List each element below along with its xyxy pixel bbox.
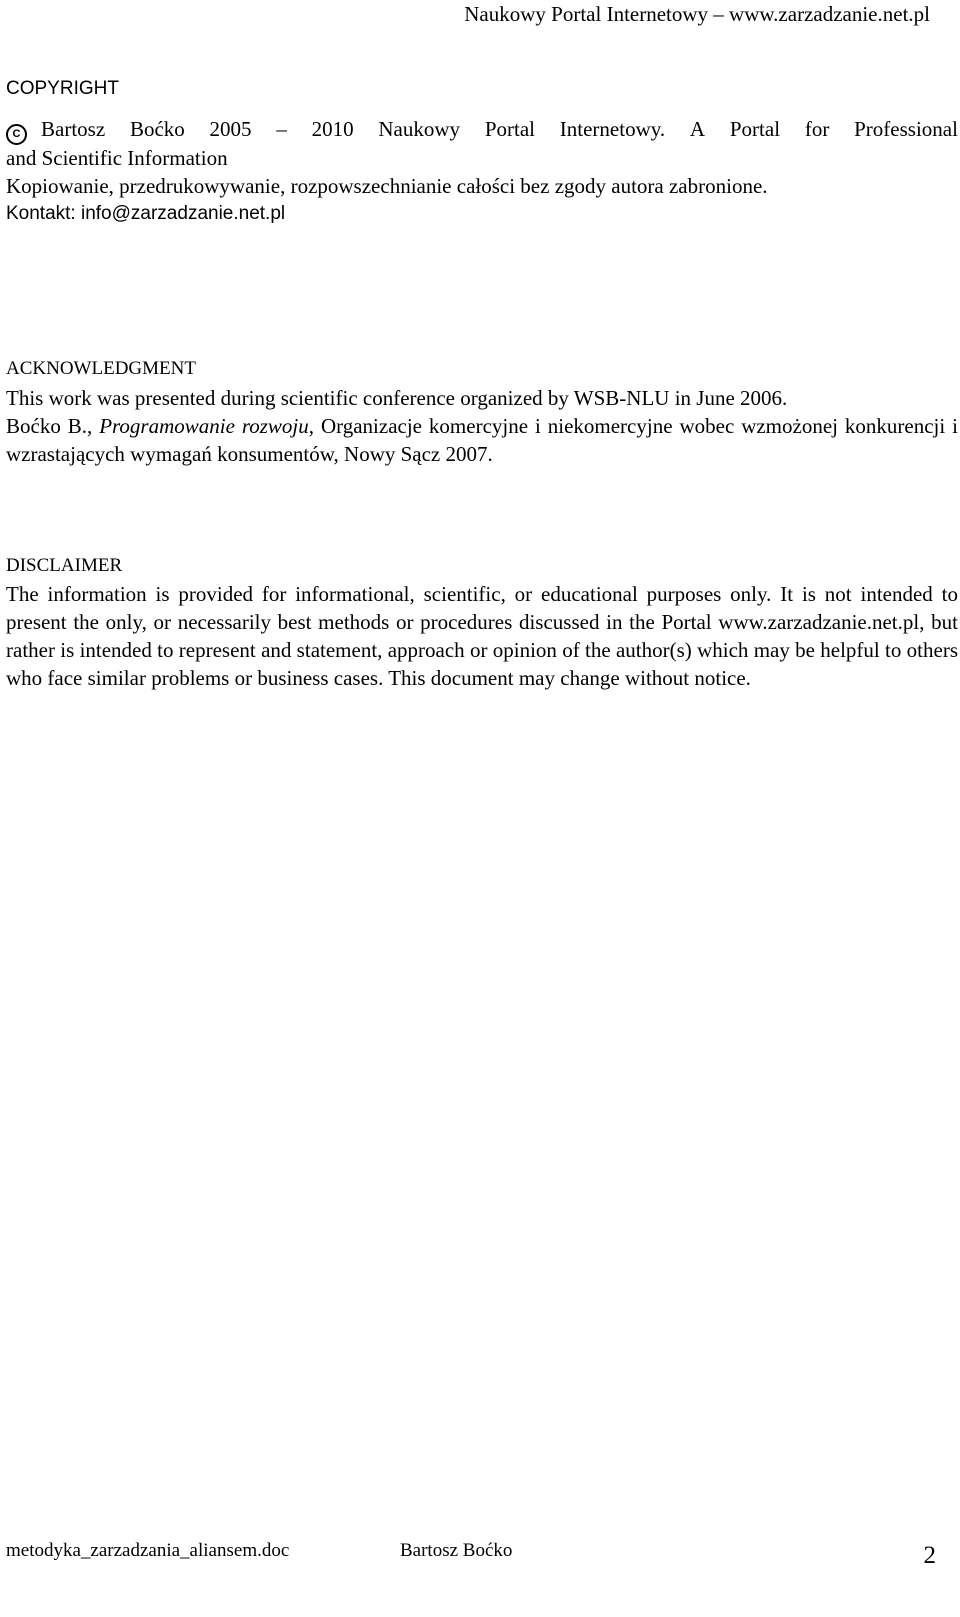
- copyright-word: Bartosz: [41, 117, 106, 141]
- copyright-word: Boćko: [129, 117, 185, 141]
- copyright-word: 2005: [209, 117, 252, 141]
- copyright-word: 2010: [311, 117, 354, 141]
- page-number: 2: [923, 1542, 936, 1569]
- citation-separator: ,: [87, 414, 100, 438]
- acknowledgment-section: [6, 354, 958, 468]
- copyright-word: Internetowy.: [559, 117, 666, 141]
- copyright-symbol-icon: C: [6, 124, 27, 145]
- copyright-word: –: [276, 117, 287, 141]
- contact-line: Kontakt: info@zarzadzanie.net.pl: [6, 203, 286, 224]
- page-header-title: Naukowy Portal Internetowy – www.zarzadzanie.net.pl: [464, 2, 930, 26]
- copyright-line-1: [6, 115, 958, 144]
- disclaimer-section: [6, 551, 958, 692]
- citation-title: Programowanie rozwoju: [99, 414, 309, 438]
- copyright-line-3: Kopiowanie, przedrukowywanie, rozpowszechnianie całości bez zgody autora zabronione.: [6, 174, 768, 198]
- copyright-line-2: and Scientific Information: [6, 146, 228, 170]
- disclaimer-text: The information is provided for informational, scientific, or educational purposes only. It is not intended to present the only, or necessarily best methods or procedures discussed in the Portal www.zarzadzanie.net.pl, but rather is intended to represent and statement, approach or opinion of the author(s) which may be helpful to others who face similar problems or business cases. This document may change without notice.: [6, 582, 958, 690]
- copyright-word: Portal: [484, 117, 535, 141]
- copyright-word: Professional: [854, 117, 958, 141]
- copyright-word: Portal: [729, 117, 781, 141]
- acknowledgment-line-1: This work was presented during scientific conference organized by WSB-NLU in June 2006.: [6, 386, 788, 410]
- copyright-heading: COPYRIGHT: [6, 78, 119, 99]
- copyright-word: A: [689, 117, 706, 141]
- footer-filename: metodyka_zarzadzania_aliansem.doc: [6, 1540, 290, 1561]
- copyright-word: Naukowy: [378, 117, 461, 141]
- acknowledgment-heading: ACKNOWLEDGMENT: [6, 358, 196, 379]
- acknowledgment-citation: [6, 412, 958, 468]
- footer-author: Bartosz Boćko: [400, 1540, 513, 1561]
- citation-rest: , Organizacje komercyjne i niekomercyjne wobec wzmożonej konkurencji i wzrastających wymagań konsumentów, Nowy Sącz 2007.: [6, 414, 958, 466]
- disclaimer-heading: DISCLAIMER: [6, 555, 123, 576]
- citation-author: Boćko B.: [6, 414, 88, 438]
- copyright-word: for: [804, 117, 830, 141]
- copyright-section: [6, 74, 958, 228]
